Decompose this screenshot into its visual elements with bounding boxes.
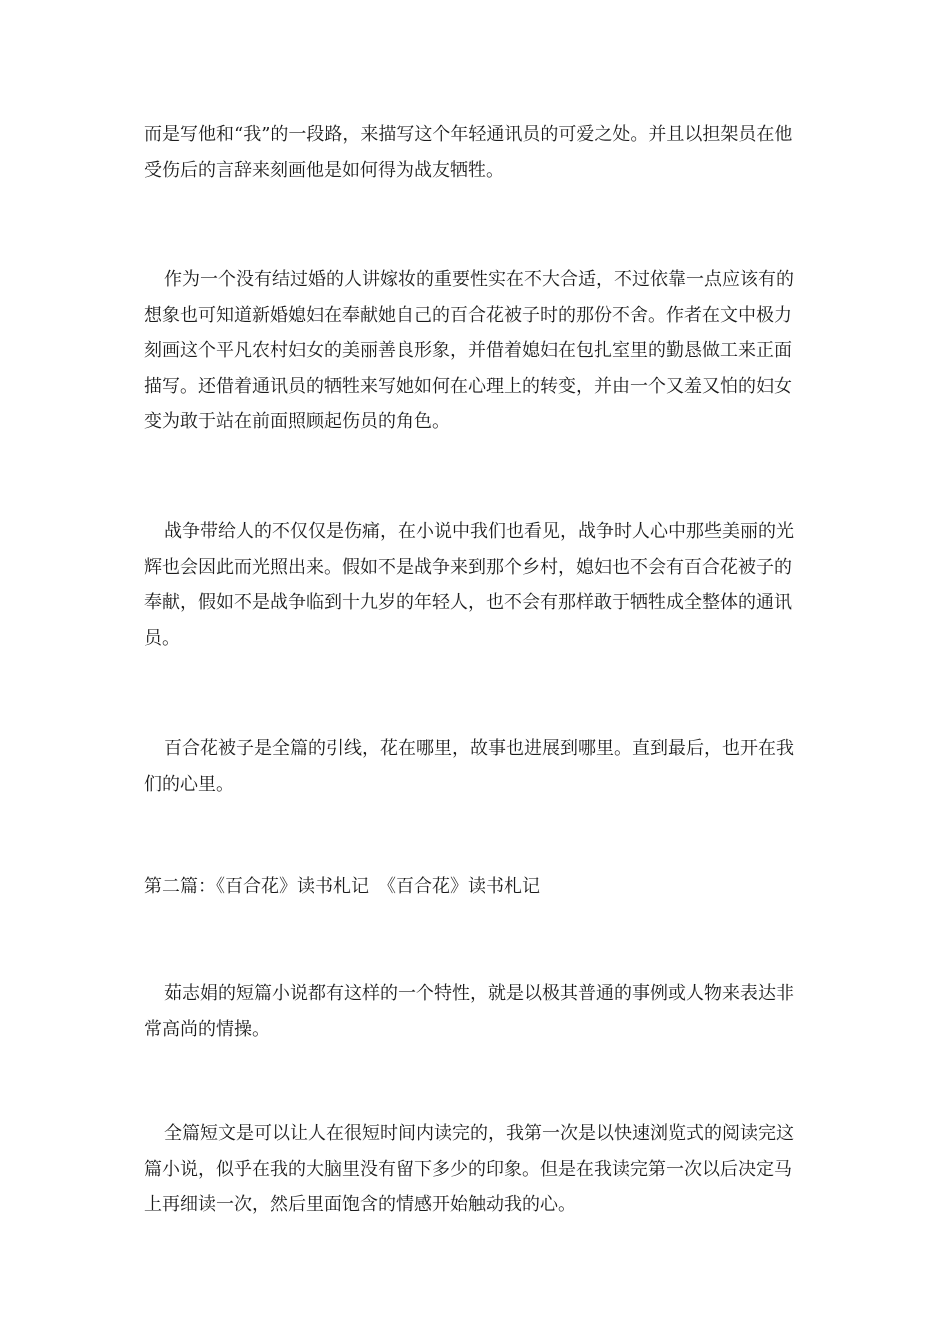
paragraph-author-style: 茹志娟的短篇小说都有这样的一个特性，就是以极其普通的事例或人物来表达非常高尚的情操。 [144, 983, 794, 1040]
paragraph-continuation: 而是写他和“我”的一段路，来描写这个年轻通讯员的可爱之处。并且以担架员在他受伤后的言辞来刻画他是如何得为战友牺牲。 [144, 124, 793, 181]
paragraph-dowry: 作为一个没有结过婚的人讲嫁妆的重要性实在不大合适，不过依靠一点应该有的想象也可知道新婚媳妇在奉献她自己的百合花被子时的那份不舍。作者在文中极力刻画这个平凡农村妇女的美丽善良形象，并借着媳妇在包扎室里的勤恳做工来正面描写。还借着通讯员的牺牲来写她如何在心理上的转变，并由一个又羞又怕的妇女变为敢于站在前面照顾起伤员的角色。 [144, 269, 794, 432]
section-heading: 第二篇：《百合花》读书札记 《百合花》读书札记 [144, 876, 540, 897]
paragraph-lily-quilt: 百合花被子是全篇的引线，花在哪里，故事也进展到哪里。直到最后，也开在我们的心里。 [144, 738, 794, 795]
paragraph-reading-experience: 全篇短文是可以让人在很短时间内读完的，我第一次是以快速浏览式的阅读完这篇小说，似乎在我的大脑里没有留下多少的印象。但是在我读完第一次以后决定马上再细读一次，然后里面饱含的情感开始触动我的心。 [144, 1123, 794, 1215]
paragraph-war: 战争带给人的不仅仅是伤痛，在小说中我们也看见，战争时人心中那些美丽的光辉也会因此而光照出来。假如不是战争来到那个乡村，媳妇也不会有百合花被子的奉献，假如不是战争临到十九岁的年轻人，也不会有那样敢于牺牲成全整体的通讯员。 [144, 521, 794, 649]
